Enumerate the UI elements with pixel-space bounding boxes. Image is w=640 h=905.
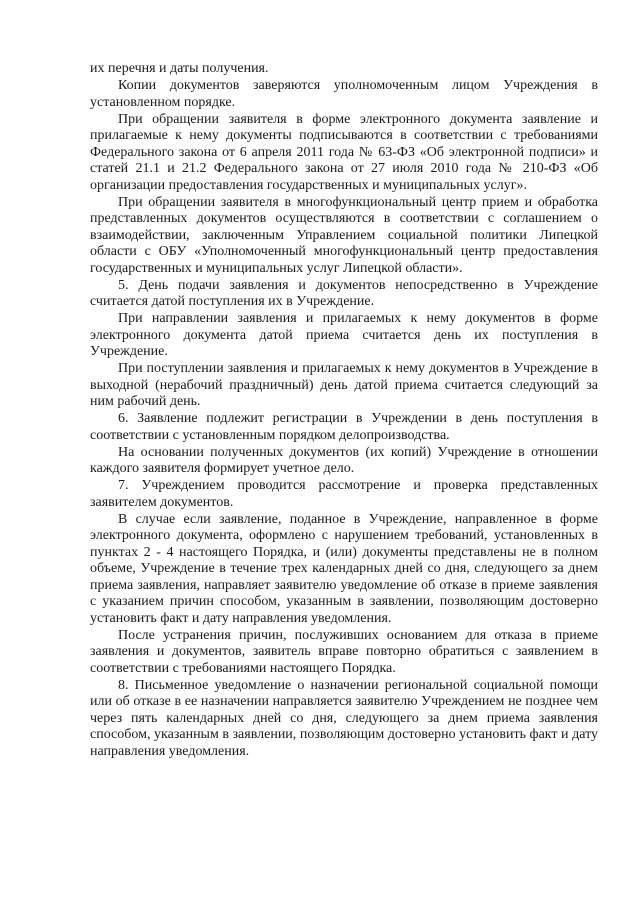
document-page (90, 61, 598, 761)
paragraph-12: После устранения причин, послуживших основанием для отказа в приеме заявления и документов, заявитель вправе повторно обратиться с заявлением в соответствии с требованиями настоящего Порядка. (90, 627, 598, 676)
paragraph-3: При обращении заявителя в форме электронного документа заявление и прилагаемые к нему документы подписываются в соответствии с требованиями Федерального закона от 6 апреля 2011 года № 63-ФЗ «Об электронной подписи» и статей 21.1 и 21.2 Федерального закона от 27 июля 2010 года № 210-ФЗ «Об организации предоставления государственных и муниципальных услуг». (90, 111, 598, 193)
paragraph-6: При направлении заявления и прилагаемых к нему документов в форме электронного документа датой приема считается день их поступления в Учреждение. (90, 311, 598, 359)
paragraph-1: их перечня и даты получения. (90, 61, 269, 76)
paragraph-11: В случае если заявление, поданное в Учреждение, направленное в форме электронного документа, оформлено с нарушением требований, установленных в пунктах 2 - 4 настоящего Порядка, и (или) документы представлены не в полном объеме, Учреждение в течение трех календарных дней со дня, следующего за днем приема заявления, направляет заявителю уведомление об отказе в приеме заявления с указанием причин способом, указанным в заявлении, позволяющим достоверно установить факт и дату направления уведомления. (90, 511, 598, 626)
paragraph-8: 6. Заявление подлежит регистрации в Учреждении в день поступления в соответствии с установленным порядком делопроизводства. (90, 411, 598, 443)
paragraph-9: На основании полученных документов (их копий) Учреждение в отношении каждого заявителя формирует учетное дело. (90, 444, 598, 476)
paragraph-13: 8. Письменное уведомление о назначении региональной социальной помощи или об отказе в ее назначении направляется заявителю Учреждением не позднее чем через пять календарных дней со дня, следующего за днем приема заявления способом, указанным в заявлении, позволяющим достоверно установить факт и дату направления уведомления. (90, 677, 598, 759)
paragraph-2: Копии документов заверяются уполномоченным лицом Учреждения в установленном порядке. (90, 78, 598, 110)
paragraph-10: 7. Учреждением проводится рассмотрение и проверка представленных заявителем документов. (90, 478, 598, 510)
paragraph-7: При поступлении заявления и прилагаемых к нему документов в Учреждение в выходной (нерабочий праздничный) день датой приема считается следующий за ним рабочий день. (90, 361, 598, 409)
paragraph-4: При обращении заявителя в многофункциональный центр прием и обработка представленных документов осуществляются в соответствии с соглашением о взаимодействии, заключенным Управлением социальной политики Липецкой области с ОБУ «Уполномоченный многофункциональный центр предоставления государственных и муниципальных услуг Липецкой области». (90, 194, 598, 276)
paragraph-5: 5. День подачи заявления и документов непосредственно в Учреждение считается датой поступления их в Учреждение. (90, 277, 598, 309)
